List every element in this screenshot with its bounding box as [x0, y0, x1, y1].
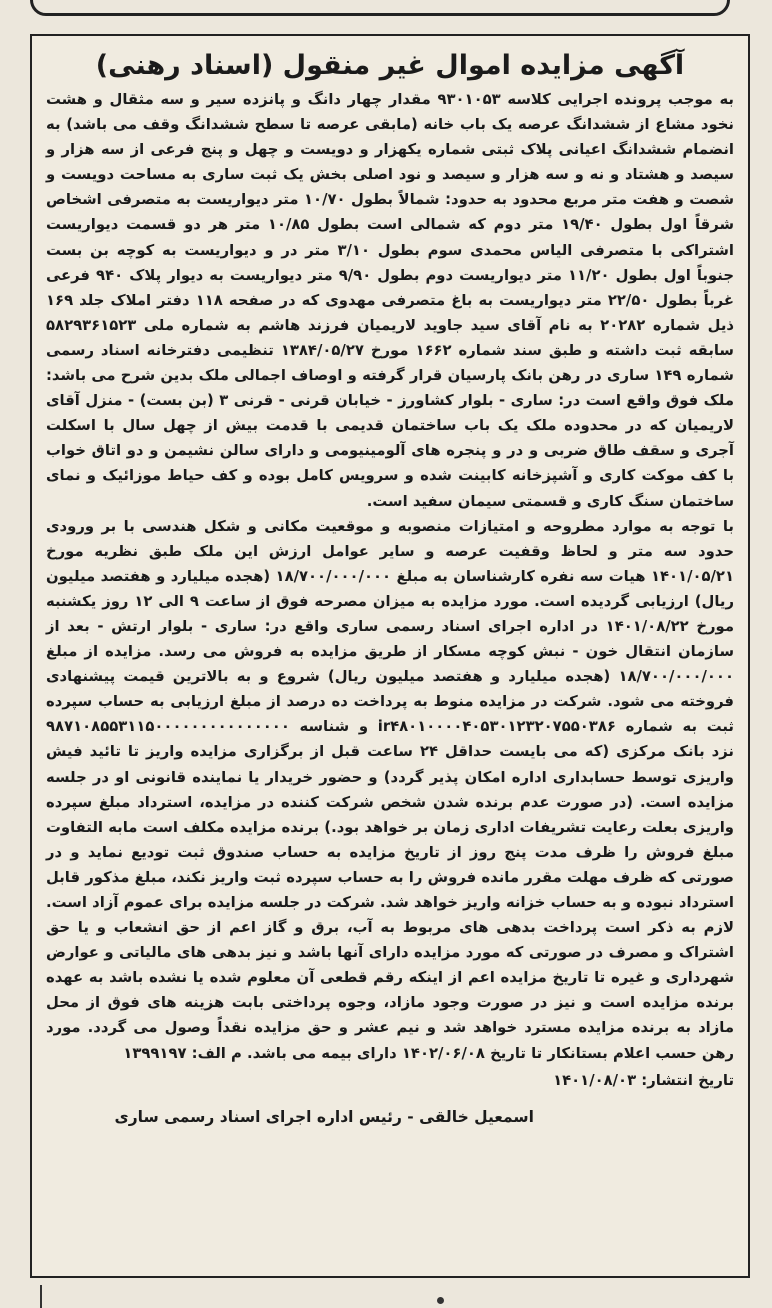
previous-notice-frame — [30, 0, 730, 16]
notice-body — [46, 87, 734, 1066]
property-description-paragraph: به موجب پرونده اجرایی کلاسه ۹۳۰۱۰۵۳ مقدار چهار دانگ و پانزده سیر و سه مثقال و هشت نخود مشاع از ششدانگ عرصه یک باب خانه (مابقی عرصه تا سطح ششدانگ وقف می باشد) به انضمام ششدانگ اعیانی پلاک ثبتی شماره یکهزار و دویست و چهل و پنج فرعی از سه هزار و سیصد و هشتاد و نه و سه هزار و سیصد و نود اصلی بخش یک ثبت ساری به مساحت دویست و شصت و هفت متر مربع محدود به حدود: شمالاً بطول ۱۰/۷۰ متر دیواریست به متصرفی اشخاص شرقاً اول بطول ۱۹/۴۰ متر دوم که شمالی است بطول ۱۰/۸۵ متر هر دو قسمت دیواریست اشتراکی با متصرفی الیاس محمدی سوم بطول ۳/۱۰ متر در و دیواریست به کوچه بن بست جنوباً اول بطول ۱۱/۲۰ متر دیواریست دوم بطول ۹/۹۰ متر دیواریست به دیوار پلاک ۹۴۰ فرعی غرباً بطول ۲۲/۵۰ متر دیواریست به باغ متصرفی مهدوی که در صفحه ۱۱۸ دفتر املاک جلد ۱۶۹ ذیل شماره ۲۰۲۸۲ به نام آقای سید جاوید لاریمیان فرزند هاشم به شماره ملی ۵۸۲۹۳۶۱۵۲۳ سابقه ثبت داشته و طبق سند شماره ۱۶۶۲ مورخ ۱۳۸۴/۰۵/۲۷ تنظیمی دفترخانه اسناد رسمی شماره ۱۴۹ ساری در رهن بانک پارسیان قرار گرفته و اوصاف اجمالی ملک بدین شرح می باشد: ملک فوق واقع است در: ساری - بلوار کشاورز - خیابان قرنی - قرنی ۳ (بن بست) - منزل آقای لاریمیان که در محدوده ملک یک باب ساختمان قدیمی با قدمت بیش از چهل سال با اسکلت آجری و سقف طاق ضربی و در و پنجره های آلومینیومی و دارای سالن نشیمن و دو اتاق خواب با کف موکت کاری و آشپزخانه کابینت شده و سرویس کامل بوده و کف حیاط موزائیک و نمای ساختمان سنگ کاری و قسمتی سیمان سفید است. — [46, 91, 735, 510]
auction-terms-paragraph: با توجه به موارد مطروحه و امتیازات منصوبه و موقعیت مکانی و شکل هندسی با بر ورودی حدود سه متر و لحاظ وقفیت عرصه و سایر عوامل ارزش این ملک طبق نظریه مورخ ۱۴۰۱/۰۵/۲۱ هیات سه نفره کارشناسان به مبلغ ۱۸/۷۰۰/۰۰۰/۰۰۰ (هجده میلیارد و هفتصد میلیون ریال) ارزیابی گردیده است. مورد مزایده به میزان مصرحه فوق از ساعت ۹ الی ۱۲ روز یکشنبه مورخ ۱۴۰۱/۰۸/۲۲ در اداره اجرای اسناد رسمی ساری واقع در: ساری - بلوار ارتش - بعد از سازمان انتقال خون - نبش کوچه مسکار از طریق مزایده به فروش می رسد. مزایده از مبلغ ۱۸/۷۰۰/۰۰۰/۰۰۰ (هجده میلیارد و هفتصد میلیون ریال) شروع و به بالاترین قیمت پیشنهادی فروخته می شود. شرکت در مزایده منوط به پرداخت ده درصد از مبلغ ارزیابی به حساب سپرده ثبت به شماره ir۴۸۰۱۰۰۰۰۴۰۵۳۰۱۲۳۲۰۷۵۵۰۳۸۶ و شناسه ۹۸۷۱۰۸۵۵۳۱۱۵۰۰۰۰۰۰۰۰۰۰۰۰۰۰۰ نزد بانک مرکزی (که می بایست حداقل ۲۴ ساعت قبل از برگزاری مزایده واریز تا تائید فیش واریزی توسط حسابداری اداره امکان پذیر گردد) و حضور خریدار یا نماینده قانونی او در جلسه مزایده است. (در صورت عدم برنده شدن شخص شرکت کننده در مزایده، استرداد مبلغ سپرده واریزی بعلت رعایت تشریفات اداری زمان بر خواهد بود.) برنده مزایده مکلف است مابه التفاوت مبلغ فروش را ظرف مدت پنج روز از تاریخ مزایده به حساب صندوق ثبت تودیع نماید و در صورتی که ظرف مهلت مقرر مانده فروش را به حساب سپرده ثبت واریز نکند، مبلغ مذکور قابل استرداد نبوده و به حساب خزانه واریز خواهد شد. شرکت در جلسه مزایده برای عموم آزاد است. لازم به ذکر است پرداخت بدهی های مربوط به آب، برق و گاز اعم از حق انشعاب و یا حق اشتراک و مصرف در صورتی که مورد مزایده دارای آنها باشد و نیز بدهی های مالیاتی و عوارض شهرداری و غیره تا تاریخ مزایده اعم از اینکه رقم قطعی آن معلوم شده یا نشده باشد به عهده برنده مزایده است و نیز در صورت وجود مازاد، وجوه پرداختی بابت هزینه های فوق از محل مازاد به برنده مزایده مسترد خواهد شد و نیم عشر و حق مزایده نقداً وصول می گردد. مورد رهن حسب اعلام بستانکار تا تاریخ ۱۴۰۲/۰۶/۰۸ دارای بیمه می باشد. م الف: ۱۳۹۹۱۹۷ — [46, 517, 734, 1062]
page-dot — [437, 1297, 444, 1304]
column-divider — [40, 1285, 42, 1308]
auction-notice — [30, 34, 750, 1278]
notice-title: آگهی مزایده اموال غیر منقول (اسناد رهنی) — [95, 50, 685, 81]
signature: اسمعیل خالقی - رئیس اداره اجرای اسناد رسمی ساری — [114, 1107, 534, 1126]
publish-date: تاریخ انتشار: ۱۴۰۱/۰۸/۰۳ — [553, 1071, 734, 1089]
